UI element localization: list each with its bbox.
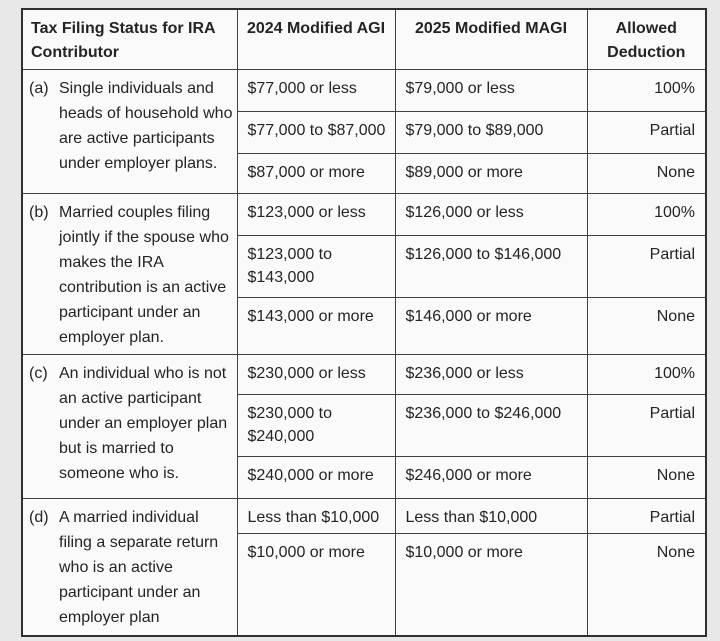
- section-d-label: (d): [29, 509, 49, 526]
- magi-2025-cell: $246,000 or more: [395, 457, 587, 499]
- agi-2024-cell: $230,000 or less: [237, 355, 395, 395]
- section-c-label: (c): [29, 365, 48, 382]
- section-a-description: [29, 76, 233, 176]
- section-d-text: A married individual filing a separate return who is an active participant under an employer plan: [59, 509, 219, 626]
- table-row: [22, 70, 706, 112]
- col-header-allowed-deduction: Allowed Deduction: [587, 9, 706, 70]
- magi-2025-cell: $79,000 or less: [395, 70, 587, 112]
- magi-2025-cell: $236,000 or less: [395, 355, 587, 395]
- deduction-cell: None: [587, 154, 706, 194]
- ira-deduction-table: [21, 8, 707, 637]
- col-header-2024-agi: 2024 Modified AGI: [237, 9, 395, 70]
- deduction-cell: 100%: [587, 70, 706, 112]
- col-header-filing-status: Tax Filing Status for IRA Contributor: [22, 9, 237, 70]
- magi-2025-cell: $236,000 to $246,000: [395, 395, 587, 457]
- section-c-description: [29, 361, 233, 486]
- agi-2024-cell: $77,000 or less: [237, 70, 395, 112]
- agi-2024-cell: $143,000 or more: [237, 297, 395, 354]
- section-b-label: (b): [29, 204, 49, 221]
- section-b-description-cell: [22, 194, 237, 355]
- section-c-description-cell: [22, 355, 237, 499]
- agi-2024-cell: $240,000 or more: [237, 457, 395, 499]
- agi-2024-cell: $87,000 or more: [237, 154, 395, 194]
- deduction-cell: Partial: [587, 235, 706, 297]
- section-d-description: [29, 505, 233, 630]
- section-b-description: [29, 200, 233, 350]
- section-a-text: Single individuals and heads of household who are active participants under employer plans.: [59, 80, 233, 172]
- deduction-cell: None: [587, 534, 706, 636]
- section-a-description-cell: [22, 70, 237, 194]
- magi-2025-cell: $10,000 or more: [395, 534, 587, 636]
- agi-2024-cell: $230,000 to $240,000: [237, 395, 395, 457]
- agi-2024-cell: $10,000 or more: [237, 534, 395, 636]
- magi-2025-cell: $126,000 or less: [395, 194, 587, 236]
- agi-2024-cell: Less than $10,000: [237, 499, 395, 534]
- magi-2025-cell: $126,000 to $146,000: [395, 235, 587, 297]
- deduction-cell: None: [587, 457, 706, 499]
- header-row: [22, 9, 706, 70]
- agi-2024-cell: $123,000 or less: [237, 194, 395, 236]
- deduction-cell: Partial: [587, 112, 706, 154]
- section-c-text: An individual who is not an active participant under an employer plan but is married to someone who is.: [59, 365, 228, 482]
- table-row: [22, 499, 706, 534]
- magi-2025-cell: $89,000 or more: [395, 154, 587, 194]
- deduction-cell: Partial: [587, 499, 706, 534]
- agi-2024-cell: $123,000 to $143,000: [237, 235, 395, 297]
- magi-2025-cell: $79,000 to $89,000: [395, 112, 587, 154]
- section-a-label: (a): [29, 80, 49, 97]
- deduction-cell: 100%: [587, 355, 706, 395]
- deduction-cell: Partial: [587, 395, 706, 457]
- magi-2025-cell: Less than $10,000: [395, 499, 587, 534]
- deduction-cell: 100%: [587, 194, 706, 236]
- section-d-description-cell: [22, 499, 237, 636]
- table-row: [22, 194, 706, 236]
- agi-2024-cell: $77,000 to $87,000: [237, 112, 395, 154]
- magi-2025-cell: $146,000 or more: [395, 297, 587, 354]
- section-b-text: Married couples filing jointly if the spouse who makes the IRA contribution is an active participant under an employer plan.: [59, 204, 229, 346]
- deduction-cell: None: [587, 297, 706, 354]
- table-row: [22, 355, 706, 395]
- col-header-2025-magi: 2025 Modified MAGI: [395, 9, 587, 70]
